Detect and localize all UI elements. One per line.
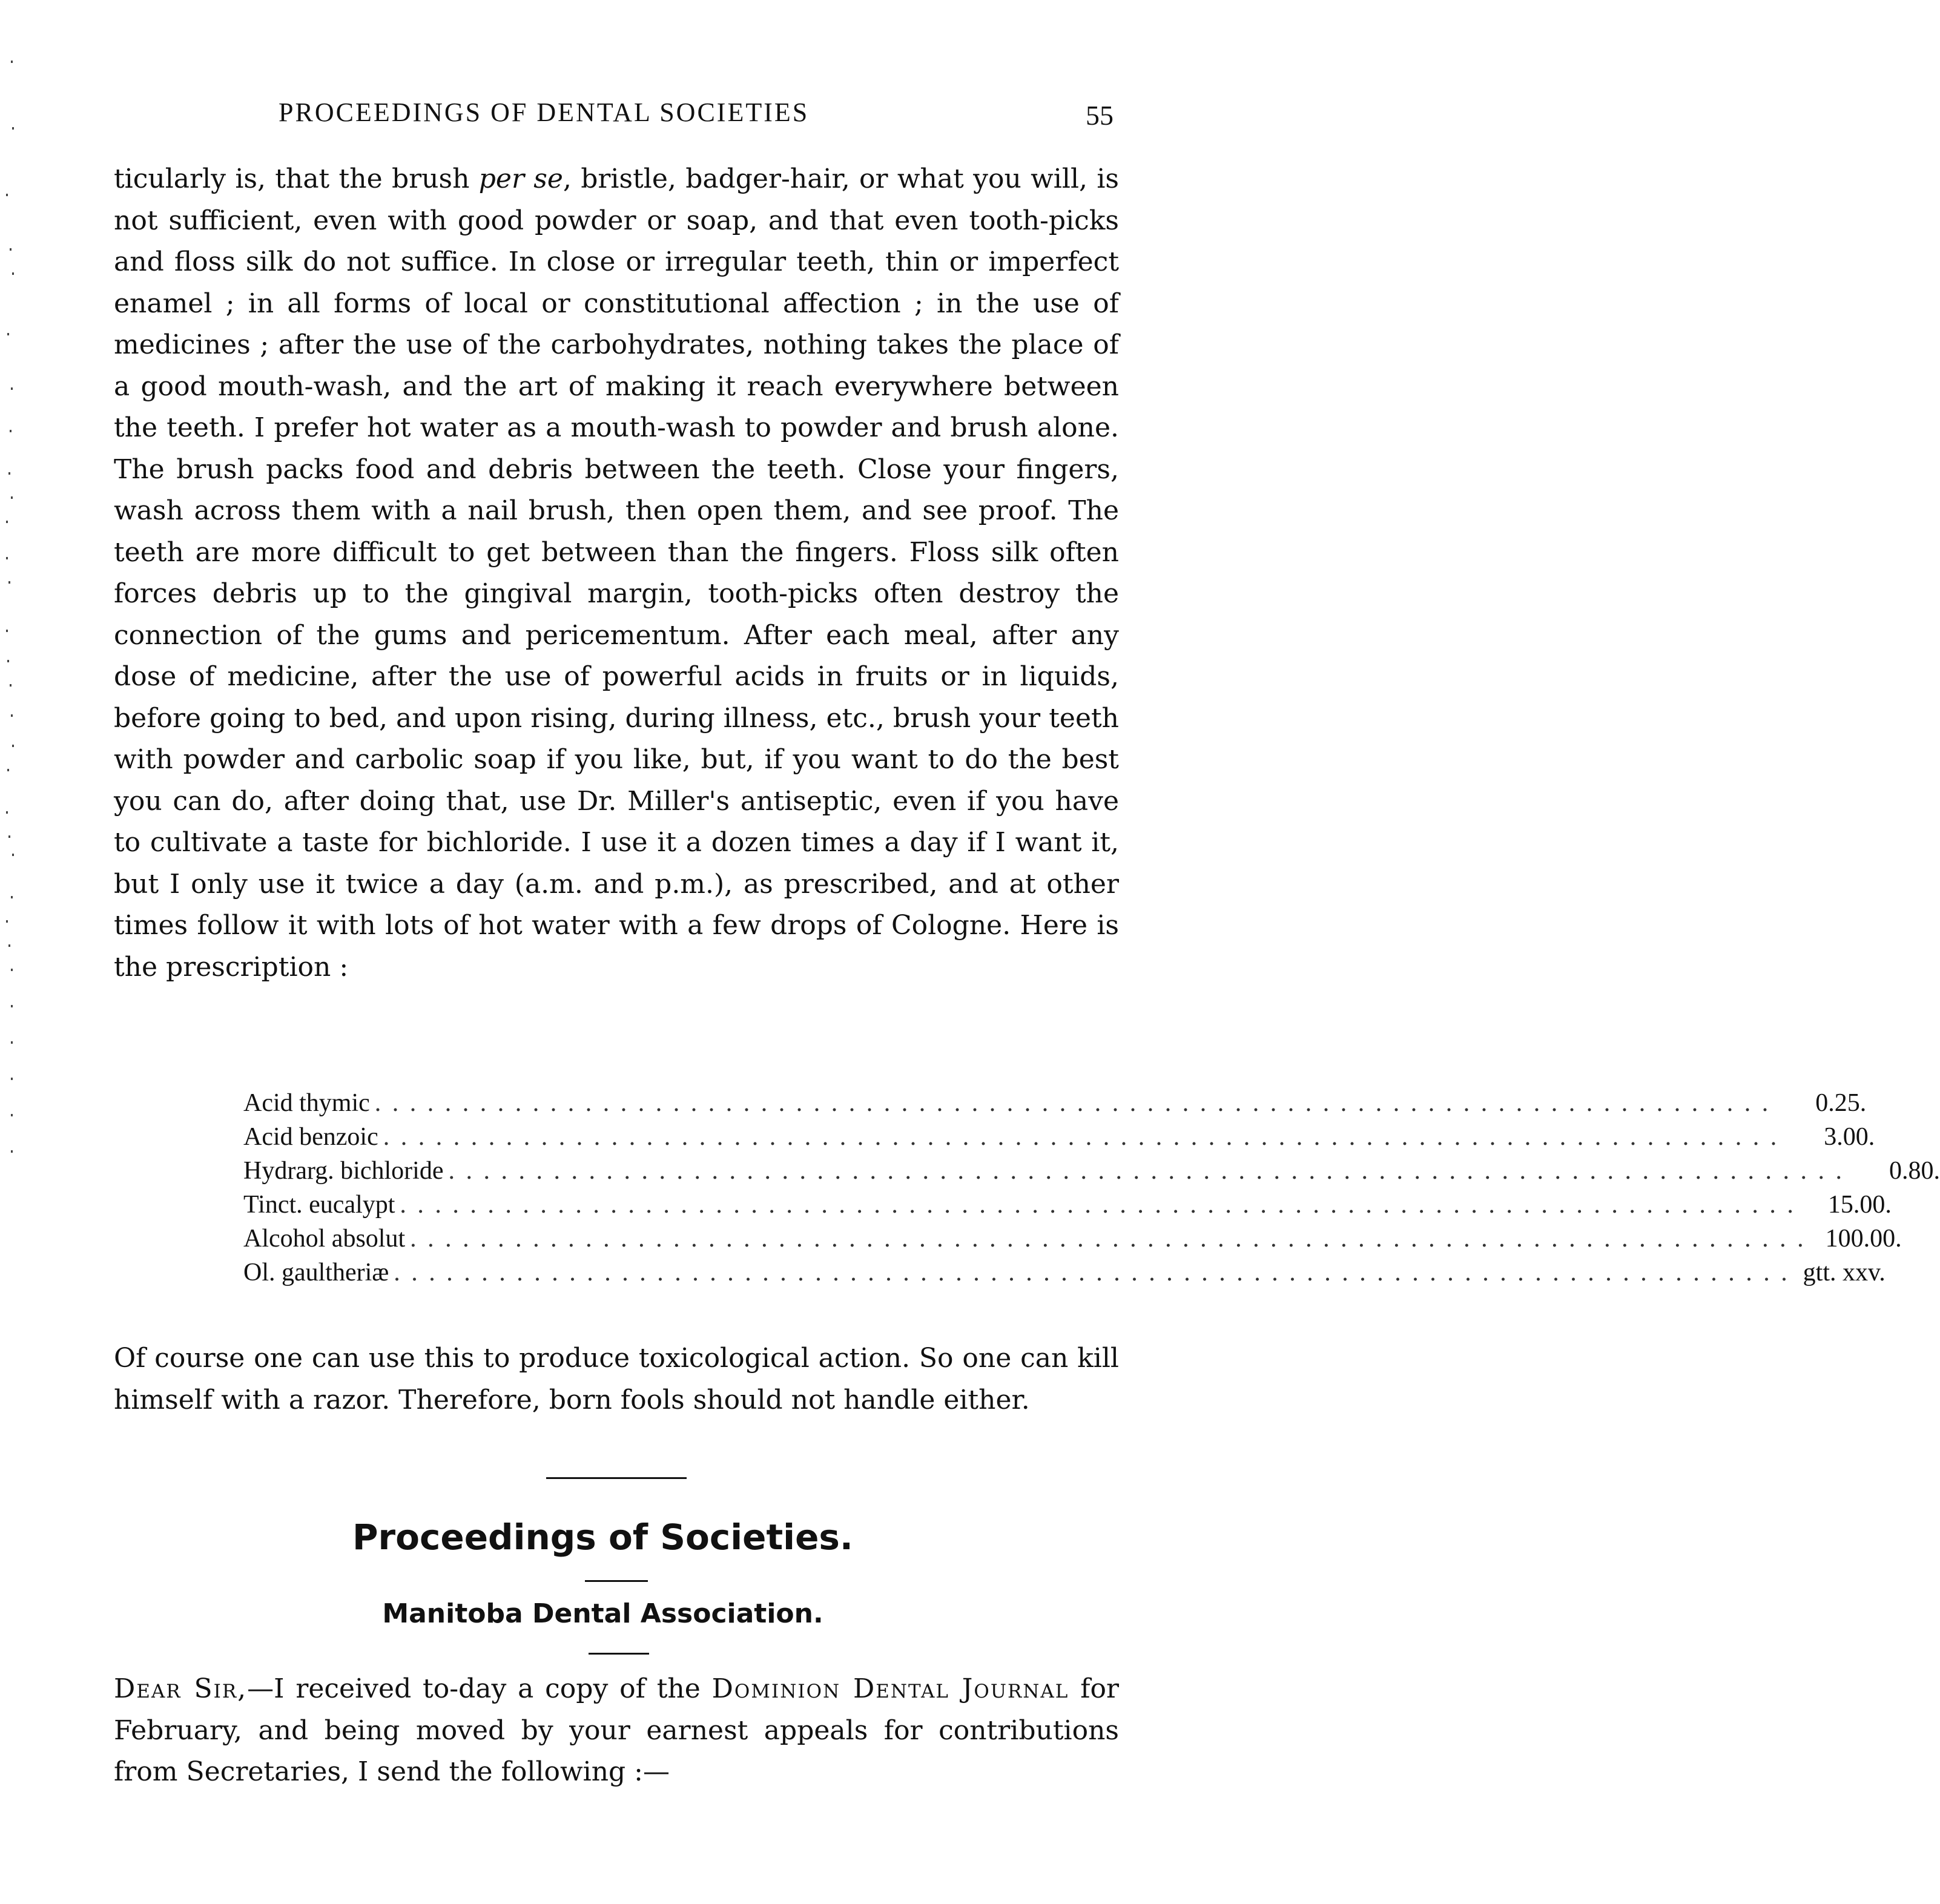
scan-speck — [12, 854, 14, 856]
subtitle-divider — [589, 1653, 649, 1655]
scan-speck — [10, 248, 12, 251]
scan-speck — [11, 1078, 13, 1080]
scan-speck — [11, 1150, 13, 1153]
journal-name: Dominion Dental Journal — [711, 1673, 1069, 1704]
prescription-row — [243, 1089, 1867, 1122]
scan-speck — [11, 1005, 13, 1007]
scan-speck — [6, 811, 8, 814]
letter-text-rest: for February, and being moved by your earnest appeals for contributions from Secretaries, I send the following :— — [114, 1673, 1120, 1787]
ingredient-amount: 0.80. — [1889, 1157, 1940, 1185]
letter-text-start: —I received to-day a copy of the — [247, 1673, 712, 1704]
scan-speck — [10, 430, 12, 432]
scan-speck — [11, 1041, 13, 1044]
body-text-start: ticularly is, that the brush — [114, 163, 479, 194]
prescription-row — [243, 1224, 1902, 1258]
scan-speck — [6, 194, 8, 196]
letter-salutation: Dear Sir, — [114, 1673, 248, 1704]
ingredient-name: Alcohol absolut — [243, 1225, 406, 1253]
ingredient-amount: 0.25. — [1815, 1089, 1867, 1117]
ingredient-name: Hydrarg. bichloride — [243, 1157, 444, 1185]
scan-speck — [8, 835, 10, 838]
section-divider — [546, 1477, 687, 1479]
scan-speck — [12, 272, 14, 275]
ingredient-amount: 3.00. — [1824, 1123, 1875, 1151]
ingredient-amount: gtt. xxv. — [1803, 1259, 1886, 1286]
running-header — [0, 97, 1206, 139]
ingredient-name: Ol. gaultheriæ — [243, 1259, 389, 1286]
scan-speck — [11, 969, 13, 971]
conclusion-paragraph — [114, 1338, 1119, 1421]
scan-speck — [8, 944, 10, 947]
scan-speck — [12, 745, 14, 747]
subsection-title: Manitoba Dental Association. — [382, 1598, 823, 1629]
running-title: PROCEEDINGS OF DENTAL SOCIETIES — [279, 97, 810, 127]
scan-speck — [10, 684, 12, 687]
scan-speck — [11, 61, 13, 63]
prescription-row — [243, 1190, 1892, 1224]
title-divider — [585, 1580, 648, 1582]
dot-leader: . . . . . . . . . . . . . . . . . . . . . . . . . . . . . . . . . . . . . . . . . . . . . . . . . . . . . . . . . . . . . . . . . . . . . . . . . . . . . . . . — [400, 1191, 1796, 1219]
prescription-row — [243, 1258, 1886, 1292]
scan-speck — [7, 660, 9, 662]
scan-speck — [8, 581, 10, 584]
scan-speck — [7, 333, 9, 335]
section-title: Proceedings of Societies. — [352, 1517, 853, 1558]
ingredient-name: Tinct. eucalypt — [243, 1191, 395, 1219]
prescription-row — [243, 1156, 1940, 1190]
italic-phrase: per se — [478, 163, 563, 194]
page-number: 55 — [1086, 100, 1114, 131]
body-paragraph — [114, 159, 1119, 988]
scan-speck — [7, 769, 9, 771]
scan-speck — [6, 521, 8, 523]
body-text-rest: , bristle, badger-hair, or what you will, is not sufficient, even with good powder or soap, and that even tooth-picks and floss silk do not suffice. In close or irregular teeth, thin or imperfect enamel ; in all forms of local or constitutional affection ; in the use of medicines ; after the use of the carbohydrates, nothing takes the place of a good mouth-wash, and the art of making it reach everywhere between the teeth. I prefer hot water as a mouth-wash to powder and brush alone. The brush packs food and debris between the teeth. Close your fingers, wash across them with a nail brush, then open them, and see proof. The teeth are more difficult to get between than the fingers. Floss silk often forces debris up to the gingival margin, tooth-picks often destroy the connection of the gums and pericementum. After each meal, after any dose of medicine, after the use of powerful acids in fruits or in liquids, before going to bed, and upon rising, during illness, etc., brush your teeth with powder and carbolic soap if you like, but, if you want to do the best you can do, after doing that, use Dr. Miller's antiseptic, even if you have to cultivate a taste for bichloride. I use it a dozen times a day if I want it, but I only use it twice a day (a.m. and p.m.), as prescribed, and at other times follow it with lots of hot water with a few drops of Cologne. Here is the prescription : — [114, 163, 1119, 983]
dot-leader: . . . . . . . . . . . . . . . . . . . . . . . . . . . . . . . . . . . . . . . . . . . . . . . . . . . . . . . . . . . . . . . . . . . . . . . . . . . . . . . . — [383, 1123, 1780, 1151]
scan-speck — [11, 714, 13, 717]
scan-speck — [11, 387, 13, 390]
scan-speck — [6, 920, 8, 923]
prescription-list — [243, 1089, 1940, 1292]
dot-leader: . . . . . . . . . . . . . . . . . . . . . . . . . . . . . . . . . . . . . . . . . . . . . . . . . . . . . . . . . . . . . . . . . . . . . . . . . . . . . . . . — [410, 1225, 1806, 1253]
scan-speck — [6, 557, 8, 559]
scan-speck — [6, 630, 8, 632]
ingredient-name: Acid thymic — [243, 1089, 370, 1117]
prescription-row — [243, 1122, 1875, 1156]
scan-speck — [11, 1114, 13, 1116]
dot-leader: . . . . . . . . . . . . . . . . . . . . . . . . . . . . . . . . . . . . . . . . . . . . . . . . . . . . . . . . . . . . . . . . . . . . . . . . . . . . . . . . — [394, 1259, 1790, 1286]
ingredient-amount: 15.00. — [1827, 1191, 1892, 1219]
dot-leader: . . . . . . . . . . . . . . . . . . . . . . . . . . . . . . . . . . . . . . . . . . . . . . . . . . . . . . . . . . . . . . . . . . . . . . . . . . . . . . . . — [374, 1089, 1771, 1117]
scan-speck — [8, 472, 10, 475]
scan-speck — [11, 896, 13, 898]
margin-specks — [6, 48, 24, 1199]
dot-leader: . . . . . . . . . . . . . . . . . . . . . . . . . . . . . . . . . . . . . . . . . . . . . . . . . . . . . . . . . . . . . . . . . . . . . . . . . . . . . . . . — [448, 1157, 1844, 1185]
scan-speck — [11, 496, 13, 499]
letter-paragraph — [114, 1668, 1119, 1793]
ingredient-name: Acid benzoic — [243, 1123, 378, 1151]
ingredient-amount: 100.00. — [1825, 1225, 1902, 1253]
conclusion-text: Of course one can use this to produce toxicological action. So one can kill himself with a razor. Therefore, born fools should not handle either. — [114, 1343, 1119, 1415]
